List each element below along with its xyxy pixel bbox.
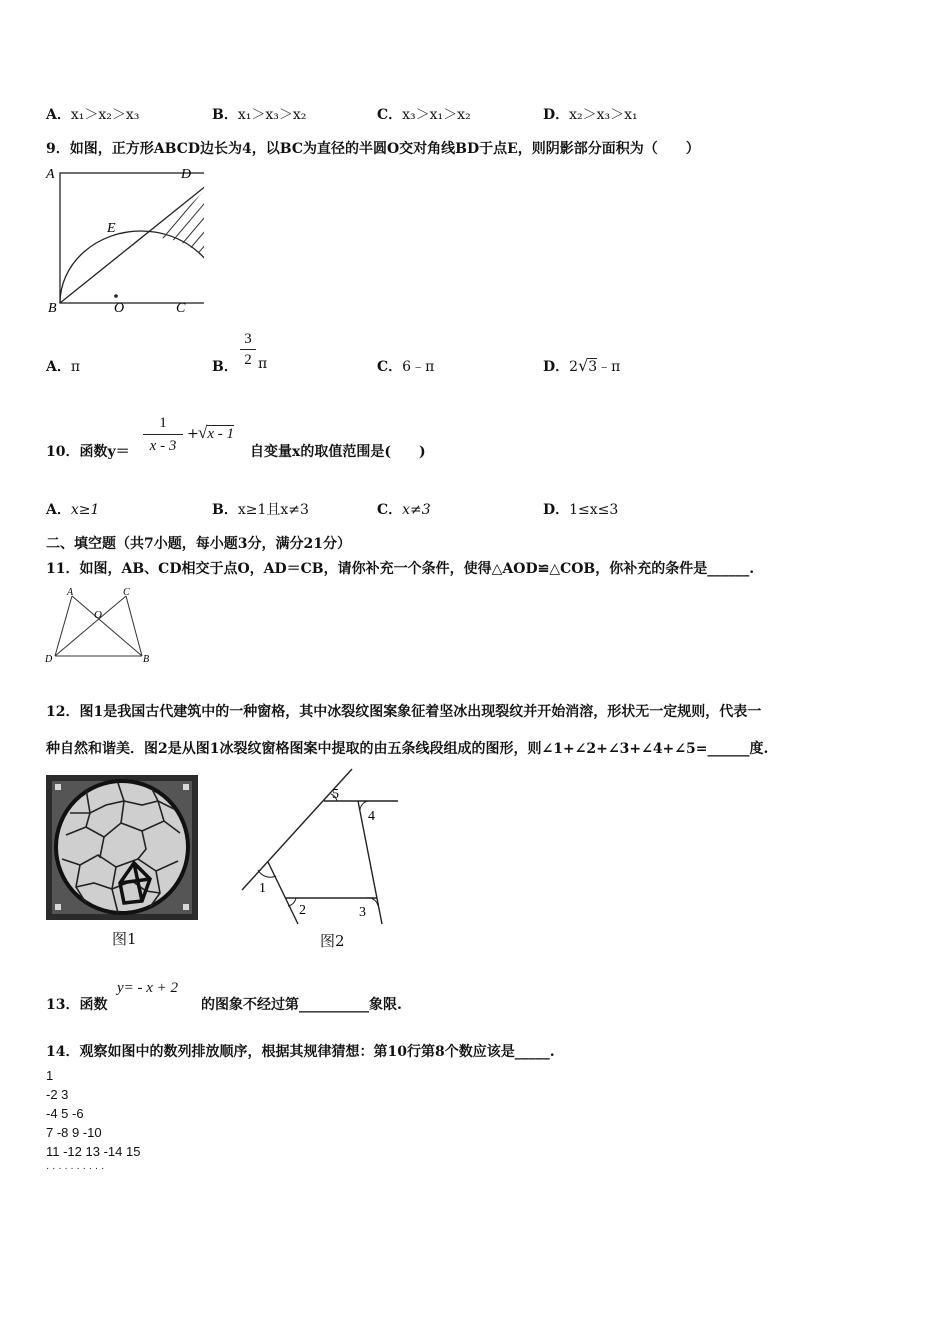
q9-option-b[interactable]: B． [212, 359, 238, 375]
q9-label-a: A [46, 167, 55, 182]
q12-angle-4: 4 [368, 809, 375, 824]
q8-option-a[interactable]: A．x₁＞x₂＞x₃ [46, 107, 140, 123]
q9-question: 9．如图，正方形ABCD边长为4，以BC为直径的半圆O交对角线BD于点E，则阴影部分面积为（ ） [46, 141, 700, 157]
q9-option-d[interactable]: D．2√3﹣π [543, 356, 621, 375]
q12-angle-1: 1 [259, 881, 266, 896]
q8-option-b[interactable]: B．x₁＞x₃＞x₂ [212, 107, 307, 123]
q9-label-b: B [48, 301, 57, 315]
q14-row-3: -4 5 -6 [46, 1106, 84, 1121]
q12-line-2: 种自然和谐美．图2是从图1冰裂纹窗格图案中提取的由五条线段组成的图形，则∠1+∠2+∠3+∠4+∠5=______度. [46, 741, 769, 757]
q12-angle-5: 5 [332, 787, 339, 802]
q10-sqrt: √x - 1 [198, 423, 234, 442]
q9-option-b-pi: π [258, 356, 268, 372]
q12-figure-2 [238, 764, 404, 936]
q9-option-a[interactable]: A．π [46, 359, 81, 375]
q14-row-2: -2 3 [46, 1087, 69, 1102]
q11-label-c: C [123, 587, 130, 598]
section-2-title: 二、填空题（共7小题，每小题3分，满分21分） [46, 536, 351, 552]
q14-row-6: · · · · · · · · · · [46, 1163, 105, 1174]
q11-label-o: O [94, 609, 102, 621]
q14-row-4: 7 -8 9 -10 [46, 1125, 102, 1140]
q14-row-1: 1 [46, 1068, 54, 1083]
q8-option-d[interactable]: D．x₂＞x₃＞x₁ [543, 107, 638, 123]
q10-option-d[interactable]: D．1≤x≤3 [543, 502, 619, 518]
q10-fraction: 1 x - 3 [143, 412, 183, 457]
q9-label-e: E [107, 221, 116, 236]
q13-suffix: 的图象不经过第__________象限. [201, 997, 402, 1013]
q11-label-d: D [45, 654, 53, 665]
q10-option-c[interactable]: C．x≠3 [377, 502, 431, 518]
q12-angle-2: 2 [299, 903, 306, 918]
q9-option-c[interactable]: C．6﹣π [377, 359, 435, 375]
q9-option-b-fraction: 3 2 [240, 329, 256, 370]
q10-suffix: 自变量x的取值范围是( ) [250, 444, 426, 460]
q10-plus: + [187, 426, 199, 442]
q13-prefix: 13．函数 [46, 997, 108, 1013]
q9-figure [44, 165, 204, 315]
q12-figure-1-caption: 图1 [112, 930, 137, 948]
q9-label-o: O [114, 301, 125, 315]
q9-label-d: D [181, 167, 192, 182]
q11-label-b: B [143, 654, 150, 665]
q10-option-b[interactable]: B．x≥1且x≠3 [212, 502, 309, 518]
q12-figure-2-caption: 图2 [320, 932, 345, 950]
q13-formula: y= - x + 2 [117, 980, 179, 996]
q9-label-c: C [176, 301, 186, 315]
q10-prefix: 10．函数y＝ [46, 444, 130, 460]
q14-question: 14．观察如图中的数列排放顺序，根据其规律猜想：第10行第8个数应该是_____. [46, 1044, 555, 1060]
q12-figure-1-window [46, 775, 198, 923]
q11-figure [42, 584, 154, 668]
q8-option-c[interactable]: C．x₃＞x₁＞x₂ [377, 107, 471, 123]
q10-option-a[interactable]: A．x≥1 [46, 502, 100, 518]
q12-angle-3: 3 [359, 905, 366, 920]
q11-question: 11．如图，AB、CD相交于点O，AD＝CB，请你补充一个条件，使得△AOD≌△COB，你补充的条件是______. [46, 561, 755, 577]
q12-line-1: 12．图1是我国古代建筑中的一种窗格，其中冰裂纹图案象征着坚冰出现裂纹并开始消溶，形状无一定规则，代表一 [46, 704, 762, 720]
q11-label-a: A [67, 587, 74, 598]
q14-row-5: 11 -12 13 -14 15 [46, 1144, 141, 1159]
